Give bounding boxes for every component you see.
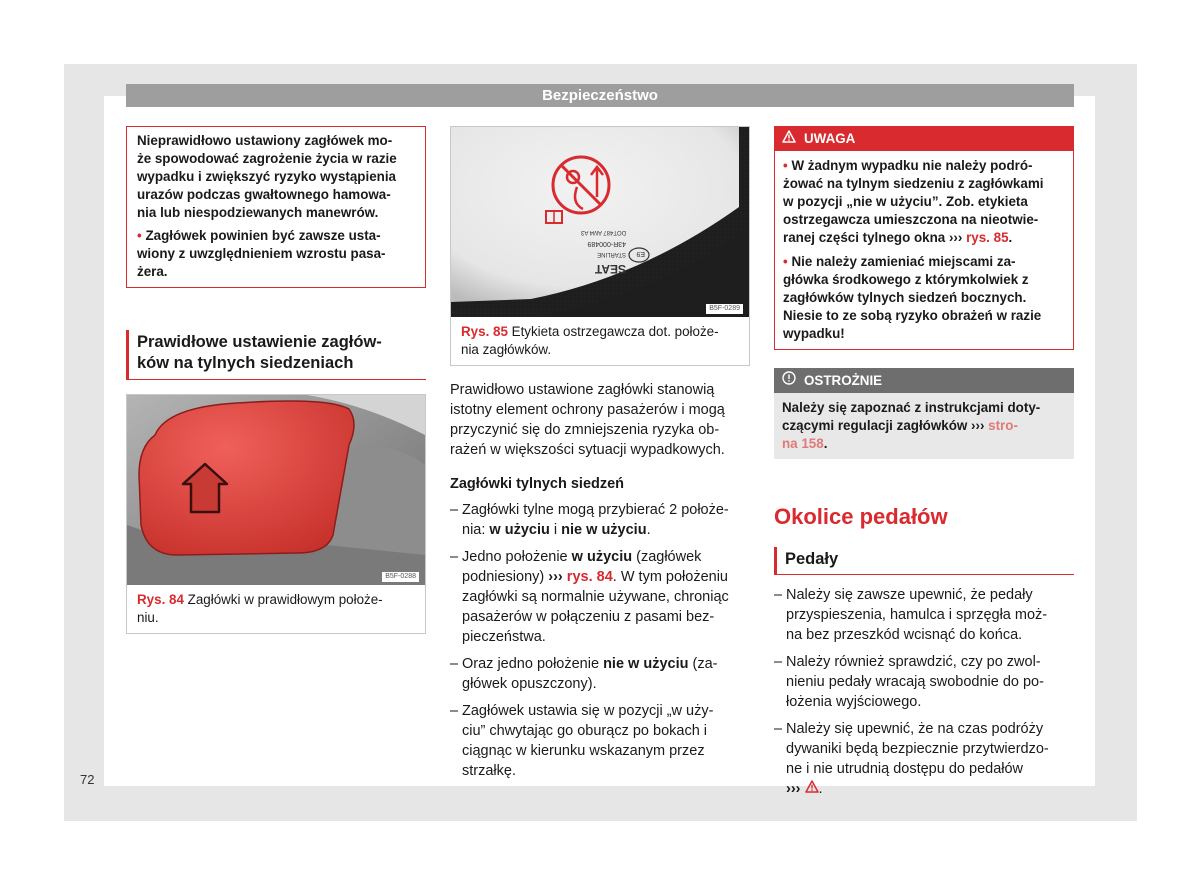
column-left (126, 126, 426, 634)
caution-body: Należy się zapoznać z instrukcjami doty- czącymi regulacji zagłówków ››› stro- na 158. (774, 393, 1074, 459)
headrest-positions-list (450, 500, 750, 781)
label-line-4: DOT487 AM4 A3 (580, 229, 626, 235)
subsection-title: Pedały (774, 547, 1074, 575)
info-circle-icon (782, 368, 796, 393)
list-item: – Oraz jedno położenie nie w użyciu (za- główek opuszczony). (450, 654, 750, 694)
label-brand: SEAT (594, 262, 626, 276)
warning-triangle-icon (782, 126, 796, 151)
warning-bullet: • Nie należy zamieniać miejscami za- główka środkowego z którymkolwiek z zagłówków tylnych siedzeń bocznych. Niesie to ze sobą ryzyko obrażeń w razie wypadku! (783, 254, 1042, 341)
warning-header (774, 126, 1074, 151)
link-page-158-cont[interactable]: na 158 (782, 436, 824, 451)
link-fig-84[interactable]: rys. 84 (566, 569, 613, 585)
list-item: – Należy się upewnić, że na czas podróży dywaniki będą bezpiecznie przytwierdzo- ne i nie utrudnią dostępu do pedałów ››› . (774, 719, 1074, 799)
page-number: 72 (80, 772, 95, 787)
list-item: – Należy również sprawdzić, czy po zwol- nieniu pedały wracają swobodnie do po- łożenia wyjściowego. (774, 652, 1074, 712)
intro-paragraph: Prawidłowo ustawione zagłówki stanowią istotny element ochrony pasażerów i mogą przyczynić się do zmniejszenia ryzyka ob- rażeń w większości sytuacji wypadkowych. (450, 382, 725, 458)
warning-bullet: • W żadnym wypadku nie należy podró- żować na tylnym siedzeniu z zagłówkami w pozycji „nie w użyciu”. Zob. etykieta ostrzegawcza umieszczona na nieotwie- ranej części tylnego okna ››› rys. 85. (783, 158, 1044, 245)
label-emark: E9 (636, 250, 645, 257)
pedals-list (774, 585, 1074, 799)
link-fig-85[interactable]: rys. 85 (966, 230, 1009, 245)
column-right (774, 126, 1074, 806)
column-middle (450, 126, 750, 788)
figure-code: B5F-0289 (706, 304, 743, 314)
section-title-headrests: Prawidłowe ustawienie zagłów- ków na tylnych siedzeniach (126, 330, 426, 380)
caution-title: OSTROŻNIE (804, 373, 883, 388)
warning-ref-icon[interactable] (805, 779, 819, 799)
figure-85 (450, 126, 750, 366)
bullet-icon: • (783, 158, 788, 173)
warning-title: UWAGA (804, 131, 856, 146)
chapter-title: Okolice pedałów (774, 504, 948, 529)
caution-header (774, 368, 1074, 393)
label-photo (451, 127, 749, 317)
figure-84 (126, 394, 426, 634)
list-item: – Jedno położenie w użyciu (zagłówek podniesiony) ››› rys. 84. W tym położeniu zagłówki są normalnie używane, chroniąc pasażerów w połączeniu z pasami bez- pieczeństwa. (450, 547, 750, 647)
list-item: – Należy się zawsze upewnić, że pedały przyspieszenia, hamulca i sprzęgła moż- na bez przeszkód wcisnąć do końca. (774, 585, 1074, 645)
label-line-3: 43R-000489 (587, 240, 626, 247)
warning-text: Nieprawidłowo ustawiony zagłówek mo- że spowodować zagrożenie życia w razie wypadku i zwiększyć ryzyko wystąpienia urazów podczas gwałtownego hamowa- nia lub niespodziewanych manewrów. (137, 133, 397, 220)
figure-caption: Rys. 85 Etykieta ostrzegawcza dot. położe- nia zagłówków. (461, 324, 719, 357)
list-item: – Zagłówek ustawia się w pozycji „w uży- ciu” chwytając go oburącz po bokach i ciągnąc w kierunku wskazanym przez strzałkę. (450, 701, 750, 781)
bullet-icon: • (137, 228, 142, 243)
label-line-2: STARLINE (597, 251, 626, 257)
figure-caption: Rys. 84 Zagłówki w prawidłowym położe- niu. (137, 592, 383, 625)
headrest-photo (127, 395, 425, 585)
warning-body (774, 151, 1074, 350)
warning-box (126, 126, 426, 288)
figure-code: B5F-0288 (382, 572, 419, 582)
list-item: – Zagłówki tylne mogą przybierać 2 położe- nia: w użyciu i nie w użyciu. (450, 500, 750, 540)
bullet-icon: • (783, 254, 788, 269)
section-header: Bezpieczeństwo (126, 84, 1074, 107)
warning-label-illustration (451, 127, 749, 317)
subhead-rear-headrests: Zagłówki tylnych siedzeń (450, 476, 625, 492)
headrest-illustration (127, 395, 425, 585)
warning-bullet: • Zagłówek powinien być zawsze usta- wiony z uwzględnieniem wzrostu pasa- żera. (137, 228, 386, 279)
link-page-158[interactable]: stro- (988, 418, 1018, 433)
